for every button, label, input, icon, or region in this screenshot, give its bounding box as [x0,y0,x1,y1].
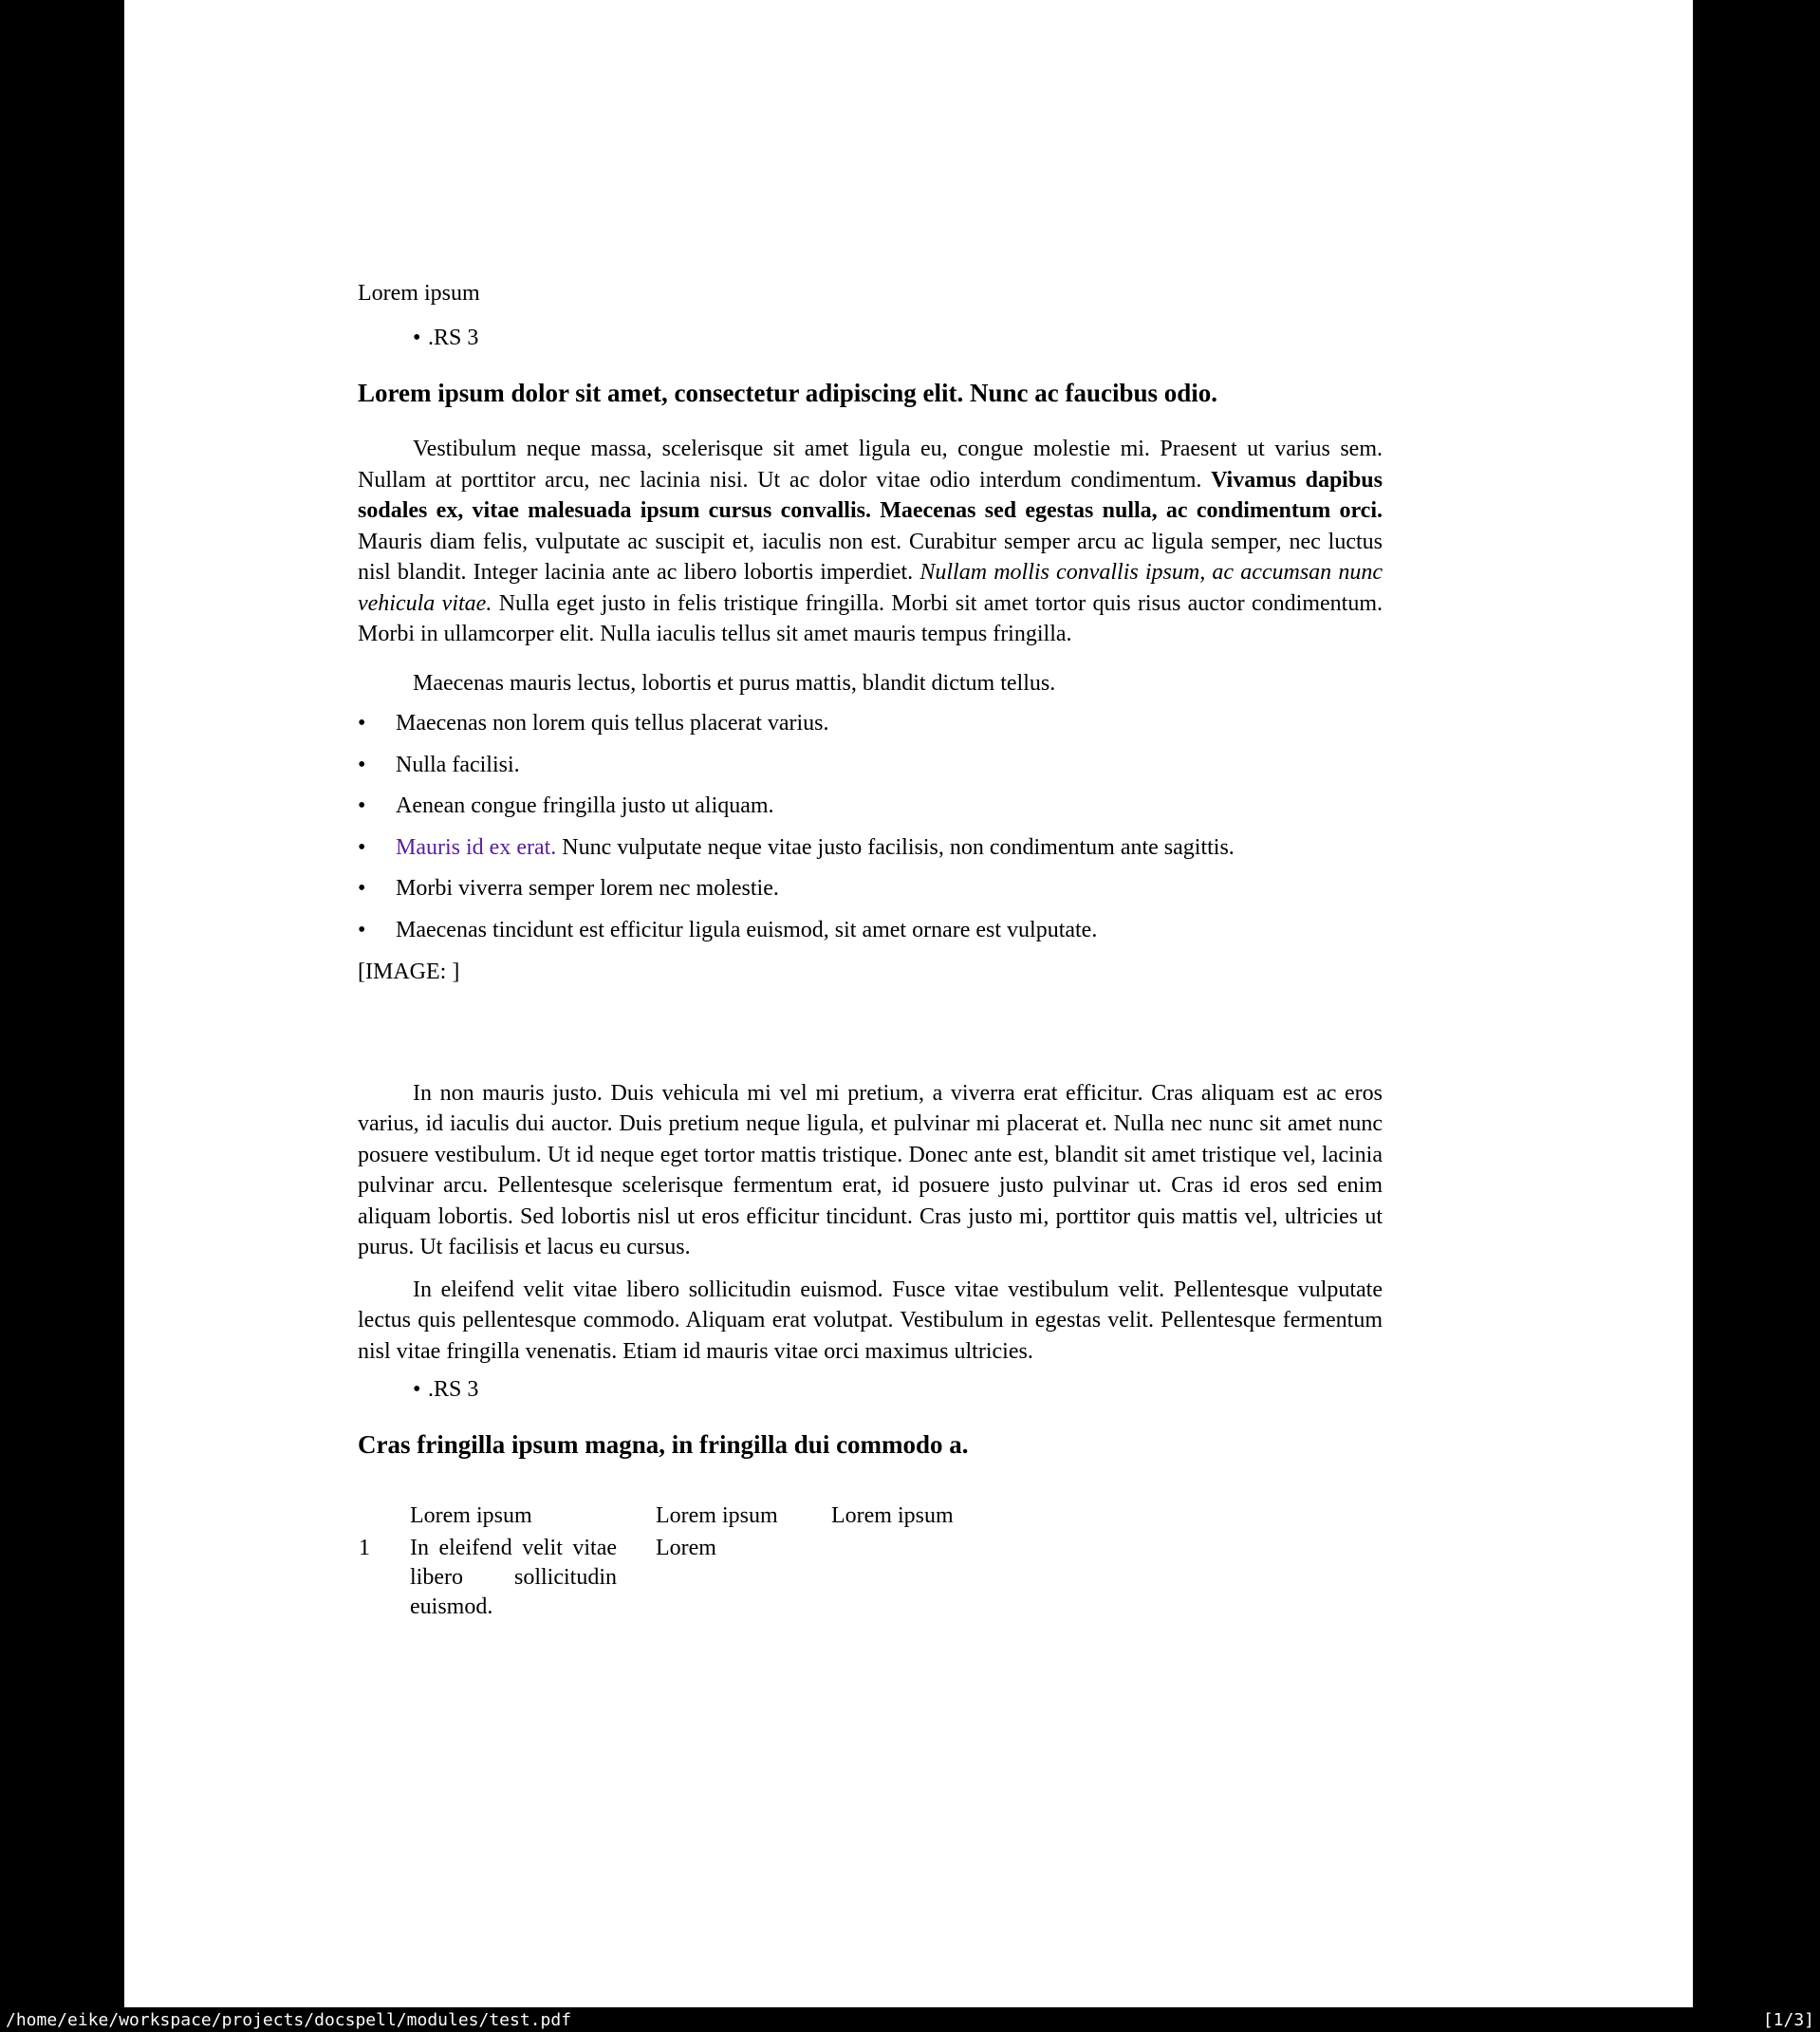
section-heading-1: Lorem ipsum dolor sit amet, consectetur adipiscing elit. Nunc ac faucibus odio. [358,379,1218,407]
list-item [358,873,1383,904]
list-item [358,832,1383,864]
rs-bullet-label: .RS 3 [428,325,479,350]
bullet-icon: • [413,1377,421,1402]
document-page[interactable] [124,0,1693,2007]
list-item-text: Mauris id ex erat. Nunc vulputate neque vitae justo facilisis, non condimentum ante sagittis. [396,834,1235,860]
bullet-icon: • [358,917,366,942]
table-cell: In eleifend velit vitae libero sollicitudin euismod. [410,1535,617,1619]
list-item-text: Morbi viverra semper lorem nec molestie. [396,876,779,901]
rs-bullet-item-2 [358,1374,1383,1406]
list-item [358,750,1383,781]
bullet-list [358,708,1383,945]
paragraph-1: Vestibulum neque massa, scelerisque sit amet ligula eu, congue molestie mi. Praesent ut varius sem. Nullam at porttitor arcu, nec lacinia nisi. Ut ac dolor vitae odio interdum condimentum. Vivamus dapibus sodales ex, vitae malesuada ipsum cursus convallis. Maecenas sed egestas nulla, ac condimentum orci. Mauris diam felis, vulputate ac suscipit et, iaculis non est. Curabitur semper arcu ac ligula semper, nec luctus nisl blandit. Integer lacinia ante ac libero lobortis imperdiet. Nullam mollis convallis ipsum, ac accumsan nunc vehicula vitae. Nulla eget justo in felis tristique fringilla. Morbi sit amet tortor quis risus auctor condimentum. Morbi in ullamcorper elit. Nulla iaculis tellus sit amet mauris tempus fringilla. [358,437,1384,646]
table-header-cell: Lorem ipsum [831,1502,954,1528]
inline-link[interactable]: Mauris id ex erat. [396,834,557,860]
paragraph-2: Maecenas mauris lectus, lobortis et purus mattis, blandit dictum tellus. [413,670,1056,696]
bullet-icon: • [358,834,366,860]
paragraph-3: In non mauris justo. Duis vehicula mi vel mi pretium, a viverra erat efficitur. Cras aliquam est ac eros varius, id iaculis dui auctor. Duis pretium neque ligula, et pulvinar mi placerat et. Nulla nec nunc sit amet nunc posuere vestibulum. Ut id neque eget tortor mattis tristique. Donec ante est, blandit sit amet tristique vel, lacinia pulvinar arcu. Pellentesque scelerisque fermentum erat, id posuere justo pulvinar ut. Cras id eros sed enim aliquam lobortis. Sed lobortis nisl ut eros efficitur tincidunt. Cras justo mi, porttitor quis mattis vel, ultricies ut purus. Ut facilisis et lacus eu cursus. [358,1080,1383,1259]
bullet-icon: • [358,752,366,777]
bullet-icon: • [413,325,421,350]
list-item [358,791,1383,822]
status-bar [0,2007,1820,2032]
rs-bullet-item-1 [358,323,1383,354]
list-item-text: Maecenas tincidunt est efficitur ligula euismod, sit amet ornare est vulputate. [396,917,1098,942]
table-header-cell: Lorem ipsum [410,1502,532,1528]
bullet-icon: • [358,793,366,818]
list-item-text: Nulla facilisi. [396,752,520,777]
section-heading-2: Cras fringilla ipsum magna, in fringilla dui commodo a. [358,1429,969,1459]
list-item [358,708,1383,739]
bullet-icon: • [358,711,366,736]
list-item-text: Maecenas non lorem quis tellus placerat varius. [396,711,829,736]
status-file-path: /home/eike/workspace/projects/docspell/modules/test.pdf [6,2009,572,2030]
table-row-number: 1 [359,1535,370,1560]
status-page-indicator: [1/3] [1762,2009,1814,2030]
image-placeholder: [IMAGE: ] [358,960,460,984]
table-cell: Lorem [656,1535,716,1560]
list-item-text: Aenean congue fringilla justo ut aliquam. [396,793,774,818]
bullet-icon: • [358,876,366,901]
paragraph-4: In eleifend velit vitae libero sollicitudin euismod. Fusce vitae vestibulum velit. Pellentesque vulputate lectus quis pellentesque commodo. Aliquam erat volutpat. Vestibulum in egestas velit. Pellentesque fermentum nisl vitae fringilla venenatis. Etiam id mauris vitae orci maximus ultricies. [358,1277,1383,1364]
data-table [358,1501,1383,1653]
intro-text: Lorem ipsum [358,281,480,306]
page-content [358,0,1383,1653]
list-item [358,915,1383,946]
table-header-cell: Lorem ipsum [656,1502,778,1528]
rs-bullet-label: .RS 3 [428,1377,479,1402]
